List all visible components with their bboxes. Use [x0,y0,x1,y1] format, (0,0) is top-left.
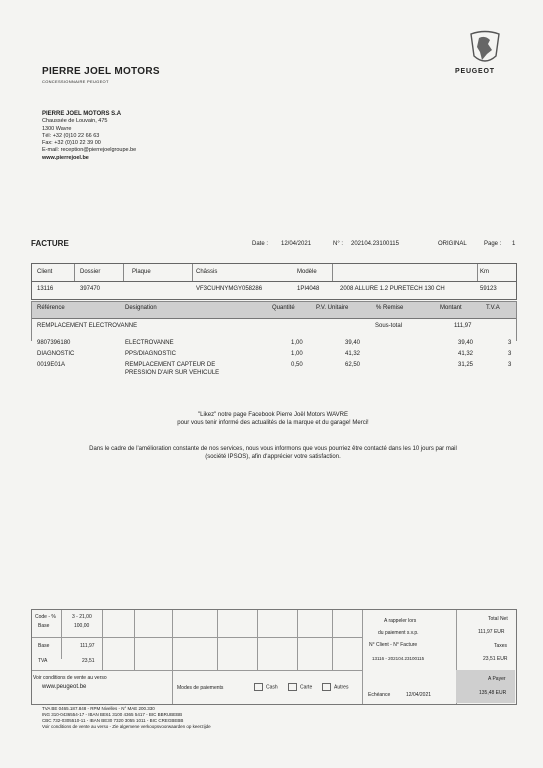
survey-line-1: Dans le cadre de l'amélioration constante de nos services, nous vous informons que vous pourriez être contacté dans les 10 jours par mail [89,446,457,452]
reference-header: Référence [37,305,65,311]
item-desc: PPS/DIAGNOSTIC [125,351,177,357]
facebook-line-2: pour vous tenir informé des actualités de la marque et du garage! Merci! [177,420,369,426]
item-amount: 41,32 [458,351,474,357]
model-code-value: 1PI4048 [297,286,320,292]
cash-label: Cash [266,684,278,691]
footer-line-4: Voir conditions de vente au verso - Zie algemene verkoopsvoorwaarden op keerzijde [42,724,211,729]
peugeot-web: www.peugeot.be [42,684,87,690]
footer-line-2: ING 310-0436554-17 - IBAN BE61 3100 4365 5417 - BIC BBRUBEBB [42,712,183,717]
client-vehicle-table [31,263,517,300]
tva-label: TVA [38,658,48,664]
company-email: E-mail: reception@pierrejoelgroupe.be [42,147,137,154]
echeance-label: Echéance [368,692,391,698]
autres-label: Autres [334,684,349,691]
base-label: Base [38,643,50,649]
code-label: Code - % [35,614,56,620]
item-price: 62,50 [345,362,361,368]
taxes-value: 23,51 EUR [483,656,508,662]
item-amount: 31,25 [458,362,474,368]
chassis-header: Châssis [196,269,218,275]
taxes-label: Taxes [494,643,508,649]
page-number: 1 [512,241,516,247]
base-top-label: Base [38,623,50,629]
base-value: 111,97 [80,643,95,649]
km-value: 59123 [480,286,497,292]
a-payer-label: A Payer [488,676,506,682]
footer-line-3: CBC 732-0305510-11 - IBAN BE30 7320 3055 1011 - BIC CREGBEBB [42,718,184,723]
number-label: N° : [333,241,344,247]
dossier-value: 397470 [80,286,101,292]
subtotal-value: 111,97 [454,323,472,329]
total-net-label: Total Net [488,616,508,622]
unit-price-header: P.V. Unitaire [316,305,349,311]
company-legal-name: PIERRE JOEL MOTORS S.A [42,111,122,117]
rappeler-line-1: A rappeler lors [384,618,417,624]
invoice-number: 202104.23100115 [351,241,399,247]
carte-checkbox[interactable] [288,683,297,691]
vat-header: T.V.A [486,305,500,311]
invoice-title: FACTURE [31,239,69,248]
company-web: www.pierrejoel.be [42,154,89,161]
facebook-line-1: "Likez" notre page Facebook Pierre Joël Motors WAVRE [198,412,348,418]
item-desc: REMPLACEMENT CAPTEUR DE [125,362,216,368]
date-label: Date : [252,241,269,247]
item-amount: 39,40 [458,340,474,346]
base-top-value: 100,00 [74,623,90,629]
item-desc-line2: PRESSION D'AIR SUR VEHICULE [125,370,220,376]
chassis-value: VF3CUHNYMGY058286 [196,286,263,292]
code-value: 3 - 21,00 [72,614,92,620]
item-price: 39,40 [345,340,361,346]
company-street: Chaussée de Louvain, 475 [42,118,108,125]
original-label: ORIGINAL [438,241,467,247]
client-invoice-label: N° Client - N° Facture [369,642,418,648]
section-label: REMPLACEMENT ELECTROVANNE [37,323,138,329]
survey-line-2: (société IPSOS), afin d'apprécier votre satisfaction. [205,454,341,460]
company-subtitle: CONCESSIONNAIRE PEUGEOT [42,79,109,84]
plaque-header: Plaque [132,269,151,275]
invoice-date: 12/04/2021 [281,241,312,247]
carte-label: Carte [300,684,313,691]
client-value: 13116 [37,286,54,292]
rappeler-line-2: du paiement s.v.p. [378,630,419,636]
amount-header: Montant [440,305,462,311]
footer-legal [42,706,211,730]
item-ref: DIAGNOSTIC [37,351,75,357]
item-ref: 9807396180 [37,340,71,346]
item-vat: 3 [508,351,512,357]
item-desc: ELECTROVANNE [125,340,174,346]
subtotal-label: Sous-total [375,323,403,329]
client-header: Client [37,269,53,275]
model-value: 2008 ALLURE 1.2 PURETECH 130 CH [340,286,445,292]
echeance-value: 12/04/2021 [406,692,432,698]
company-tel: Tél: +32 (0)10 22 66 63 [42,132,100,139]
item-qty: 1,00 [291,340,303,346]
company-address [42,111,136,162]
cash-checkbox[interactable] [254,683,263,691]
km-header: Km [480,269,489,275]
client-invoice-value: 13116 - 202104.23100115 [372,656,425,661]
item-qty: 0,50 [291,362,303,368]
company-fax: Fax: +32 (0)10 22 39 00 [42,140,101,147]
company-name: PIERRE JOEL MOTORS [42,66,160,77]
item-vat: 3 [508,362,512,368]
tva-value: 23,51 [82,658,95,664]
modele-header: Modèle [297,269,317,275]
conditions-note: Voir conditions de vente au verso [33,675,107,681]
page-label: Page : [484,241,502,247]
peugeot-lion-icon [465,30,505,66]
autres-checkbox[interactable] [322,683,331,691]
peugeot-wordmark: PEUGEOT [455,68,495,75]
item-qty: 1,00 [291,351,303,357]
a-payer-value: 135,48 EUR [479,690,507,696]
item-vat: 3 [508,340,512,346]
item-ref: 0019E01A [37,362,66,368]
dossier-header: Dossier [80,269,101,275]
carte-option[interactable] [288,683,312,691]
client-table-header-row [32,264,516,282]
designation-header: Designation [125,305,157,311]
cash-option[interactable] [254,683,278,691]
autres-option[interactable] [322,683,348,691]
a-payer-box [456,670,515,703]
footer-line-1: TVA BE 0465.187.848 - RPM Nivelles - N° MAE 200.330 [42,706,155,711]
discount-header: % Remise [376,305,404,311]
total-net-value: 111,97 EUR [478,629,505,635]
company-city: 1300 Wavre [42,125,72,132]
payment-modes-label: Modes de paiements [177,685,224,691]
quantity-header: Quantité [272,305,295,311]
item-price: 41,32 [345,351,361,357]
